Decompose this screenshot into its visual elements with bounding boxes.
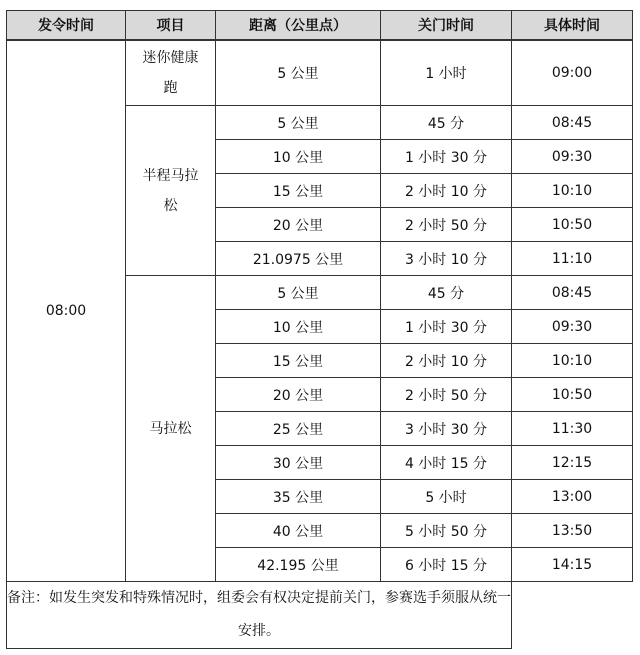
distance-cell: 15 公里: [216, 344, 381, 378]
cutoff-cell: 5 小时: [381, 480, 512, 514]
distance-cell: 35 公里: [216, 480, 381, 514]
note-text: 备注：如发生突发和特殊情况时，组委会有权决定提前关门，参赛选手须服从统一安排。: [7, 582, 512, 649]
distance-cell: 15 公里: [216, 174, 381, 208]
distance-cell: 10 公里: [216, 140, 381, 174]
distance-cell: 10 公里: [216, 310, 381, 344]
header-specific-time: 具体时间: [512, 11, 633, 41]
cutoff-cell: 2 小时 10 分: [381, 174, 512, 208]
header-event: 项目: [126, 11, 216, 41]
distance-cell: 20 公里: [216, 208, 381, 242]
cutoff-cell: 1 小时 30 分: [381, 310, 512, 344]
time-cell: 09:00: [512, 40, 633, 106]
table-row: [7, 40, 633, 106]
distance-cell: 5 公里: [216, 276, 381, 310]
event-name-half-marathon: 半程马拉松: [126, 106, 216, 276]
time-cell: 10:10: [512, 344, 633, 378]
distance-cell: 30 公里: [216, 446, 381, 480]
time-cell: 13:00: [512, 480, 633, 514]
header-start-time: 发令时间: [7, 11, 126, 41]
cutoff-cell: 1 小时: [381, 40, 512, 106]
time-cell: 10:10: [512, 174, 633, 208]
distance-cell: 42.195 公里: [216, 548, 381, 582]
cutoff-cell: 6 小时 15 分: [381, 548, 512, 582]
time-cell: 08:45: [512, 276, 633, 310]
time-cell: 10:50: [512, 378, 633, 412]
time-cell: 09:30: [512, 310, 633, 344]
time-cell: 12:15: [512, 446, 633, 480]
time-cell: 11:10: [512, 242, 633, 276]
cutoff-cell: 2 小时 50 分: [381, 378, 512, 412]
distance-cell: 40 公里: [216, 514, 381, 548]
distance-cell: 5 公里: [216, 40, 381, 106]
cutoff-cell: 45 分: [381, 276, 512, 310]
cutoff-cell: 3 小时 10 分: [381, 242, 512, 276]
event-name-marathon: 马拉松: [126, 276, 216, 582]
distance-cell: 5 公里: [216, 106, 381, 140]
distance-cell: 25 公里: [216, 412, 381, 446]
cutoff-schedule-table: [6, 10, 633, 649]
distance-cell: 21.0975 公里: [216, 242, 381, 276]
cutoff-cell: 5 小时 50 分: [381, 514, 512, 548]
start-time-cell: 08:00: [7, 40, 126, 582]
time-cell: 14:15: [512, 548, 633, 582]
cutoff-cell: 1 小时 30 分: [381, 140, 512, 174]
time-cell: 10:50: [512, 208, 633, 242]
time-cell: 08:45: [512, 106, 633, 140]
distance-cell: 20 公里: [216, 378, 381, 412]
event-name-mini-run: 迷你健康跑: [126, 40, 216, 106]
cutoff-cell: 45 分: [381, 106, 512, 140]
time-cell: 11:30: [512, 412, 633, 446]
cutoff-cell: 2 小时 10 分: [381, 344, 512, 378]
cutoff-cell: 3 小时 30 分: [381, 412, 512, 446]
time-cell: 09:30: [512, 140, 633, 174]
table-header-row: [7, 11, 633, 41]
note-row: [7, 582, 633, 649]
header-cutoff: 关门时间: [381, 11, 512, 41]
header-distance: 距离（公里点）: [216, 11, 381, 41]
time-cell: 13:50: [512, 514, 633, 548]
cutoff-cell: 2 小时 50 分: [381, 208, 512, 242]
cutoff-cell: 4 小时 15 分: [381, 446, 512, 480]
